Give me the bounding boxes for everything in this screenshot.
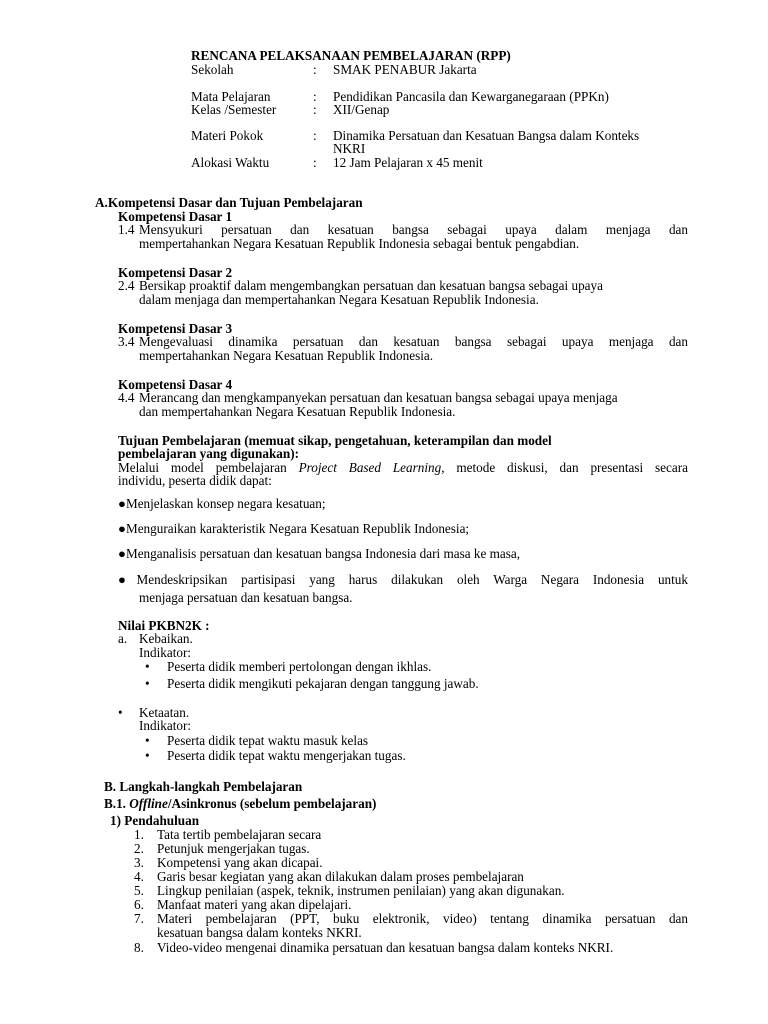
header-value-materi-2: NKRI — [333, 141, 366, 156]
step-text: Garis besar kegiatan yang akan dilakukan dalam proses pembelajaran — [157, 869, 524, 884]
step-text: Manfaat materi yang akan dipelajari. — [157, 897, 352, 912]
step-text: Petunjuk mengerjakan tugas. — [157, 841, 310, 856]
section-b-title: B. Langkah-langkah Pembelajaran — [104, 779, 303, 794]
kd-heading: Kompetensi Dasar 3 — [118, 321, 233, 336]
bullet-icon: • — [118, 705, 123, 720]
step-number: 3. — [134, 855, 144, 870]
kd-number: 1.4 — [118, 222, 135, 237]
bullet-icon: • — [145, 676, 150, 691]
step-number: 6. — [134, 897, 144, 912]
header-value-kelas: XII/Genap — [333, 102, 390, 117]
kd-heading: Kompetensi Dasar 2 — [118, 265, 233, 280]
kd-text: mempertahankan Negara Kesatuan Republik Indonesia sebagai bentuk pengabdian. — [139, 236, 580, 251]
header-sep: : — [313, 62, 317, 77]
step-text: Kompetensi yang akan dicapai. — [157, 855, 323, 870]
bullet-icon: ● — [118, 521, 126, 536]
kd-text: Merancang dan mengkampanyekan persatuan dan kesatuan bangsa sebagai upaya menjaga — [139, 390, 618, 405]
header-label-alokasi: Alokasi Waktu — [191, 155, 270, 170]
kd-text: Bersikap proaktif dalam mengembangkan persatuan dan kesatuan bangsa sebagai upaya — [139, 278, 603, 293]
step-number: 2. — [134, 841, 144, 856]
step-number: 1. — [134, 827, 144, 842]
kd-heading: Kompetensi Dasar 1 — [118, 209, 233, 224]
bullet-icon: • — [145, 748, 150, 763]
bullet-icon: • — [145, 733, 150, 748]
step-text: Lingkup penilaian (aspek, teknik, instrumen penilaian) yang akan digunakan. — [157, 883, 565, 898]
kd-text: mempertahankan Negara Kesatuan Republik Indonesia. — [139, 348, 434, 363]
indikator-label: Indikator: — [139, 718, 192, 733]
pendahuluan-heading: 1) Pendahuluan — [110, 813, 200, 828]
step-text-cont: kesatuan bangsa dalam konteks NKRI. — [157, 925, 362, 940]
header-value-sekolah: SMAK PENABUR Jakarta — [333, 62, 477, 77]
tujuan-item-cont: menjaga persatuan dan kesatuan bangsa. — [139, 590, 353, 605]
step-number: 7. — [134, 911, 144, 926]
kd-number: 4.4 — [118, 390, 135, 405]
nilai-heading: Nilai PKBN2K : — [118, 618, 210, 633]
header-label-sekolah: Sekolah — [191, 62, 234, 77]
tujuan-item: ●Mendeskripsikan partisipasi yang harus dilakukan oleh Warga Negara Indonesia untuk — [118, 572, 688, 587]
kd-text: dalam menjaga dan mempertahankan Negara Kesatuan Republik Indonesia. — [139, 292, 539, 307]
indikator-item: Peserta didik tepat waktu masuk kelas — [167, 733, 369, 748]
nilai-kebaikan: Kebaikan. — [139, 631, 193, 646]
bullet-icon: • — [145, 659, 150, 674]
bullet-icon: ● — [118, 496, 126, 511]
kd-text: Mensyukuri persatuan dan kesatuan bangsa sebagai upaya dalam menjaga dan — [139, 222, 688, 237]
step-number: 8. — [134, 940, 144, 955]
tujuan-intro-2: individu, peserta didik dapat: — [118, 473, 272, 488]
indikator-item: Peserta didik tepat waktu mengerjakan tugas. — [167, 748, 406, 763]
header-label-materi: Materi Pokok — [191, 128, 264, 143]
header-label-kelas: Kelas /Semester — [191, 102, 277, 117]
header-label-mapel: Mata Pelajaran — [191, 89, 271, 104]
header-sep: : — [313, 102, 317, 117]
tujuan-item: ●Menganalisis persatuan dan kesatuan bangsa Indonesia dari masa ke masa, — [118, 546, 520, 561]
tujuan-intro: Melalui model pembelajaran Project Based Learning, metode diskusi, dan presentasi secara — [118, 460, 688, 475]
kd-text: dan mempertahankan Negara Kesatuan Republik Indonesia. — [139, 404, 456, 419]
step-number: 5. — [134, 883, 144, 898]
header-sep: : — [313, 89, 317, 104]
document-title: RENCANA PELAKSANAAN PEMBELAJARAN (RPP) — [191, 48, 511, 63]
bullet-icon: ● — [118, 572, 137, 587]
section-b1-title: B.1. Offline/Asinkronus (sebelum pembelajaran) — [104, 796, 377, 811]
step-text: Materi pembelajaran (PPT, buku elektronik, video) tentang dinamika persatuan dan — [157, 911, 688, 926]
indikator-label: Indikator: — [139, 645, 192, 660]
kd-heading: Kompetensi Dasar 4 — [118, 377, 233, 392]
header-value-mapel: Pendidikan Pancasila dan Kewarganegaraan (PPKn) — [333, 89, 609, 104]
nilai-marker: a. — [118, 631, 128, 646]
nilai-ketaatan: Ketaatan. — [139, 705, 190, 720]
indikator-item: Peserta didik mengikuti pekajaran dengan tanggung jawab. — [167, 676, 479, 691]
tujuan-heading-2: pembelajaran yang digunakan): — [118, 446, 299, 461]
kd-text: Mengevaluasi dinamika persatuan dan kesatuan bangsa sebagai upaya menjaga dan — [139, 334, 688, 349]
step-text: Tata tertib pembelajaran secara — [157, 827, 322, 842]
header-sep: : — [313, 155, 317, 170]
tujuan-heading: Tujuan Pembelajaran (memuat sikap, pengetahuan, keterampilan dan model — [118, 433, 552, 448]
section-a-title: A.Kompetensi Dasar dan Tujuan Pembelajaran — [95, 195, 363, 210]
kd-number: 2.4 — [118, 278, 135, 293]
tujuan-item: ●Menjelaskan konsep negara kesatuan; — [118, 496, 326, 511]
step-number: 4. — [134, 869, 144, 884]
header-value-alokasi: 12 Jam Pelajaran x 45 menit — [333, 155, 483, 170]
header-value-materi: Dinamika Persatuan dan Kesatuan Bangsa dalam Konteks — [333, 128, 640, 143]
header-sep: : — [313, 128, 317, 143]
indikator-item: Peserta didik memberi pertolongan dengan ikhlas. — [167, 659, 432, 674]
kd-number: 3.4 — [118, 334, 135, 349]
tujuan-item: ●Menguraikan karakteristik Negara Kesatuan Republik Indonesia; — [118, 521, 470, 536]
step-text: Video-video mengenai dinamika persatuan dan kesatuan bangsa dalam konteks NKRI. — [157, 940, 614, 955]
bullet-icon: ● — [118, 546, 126, 561]
